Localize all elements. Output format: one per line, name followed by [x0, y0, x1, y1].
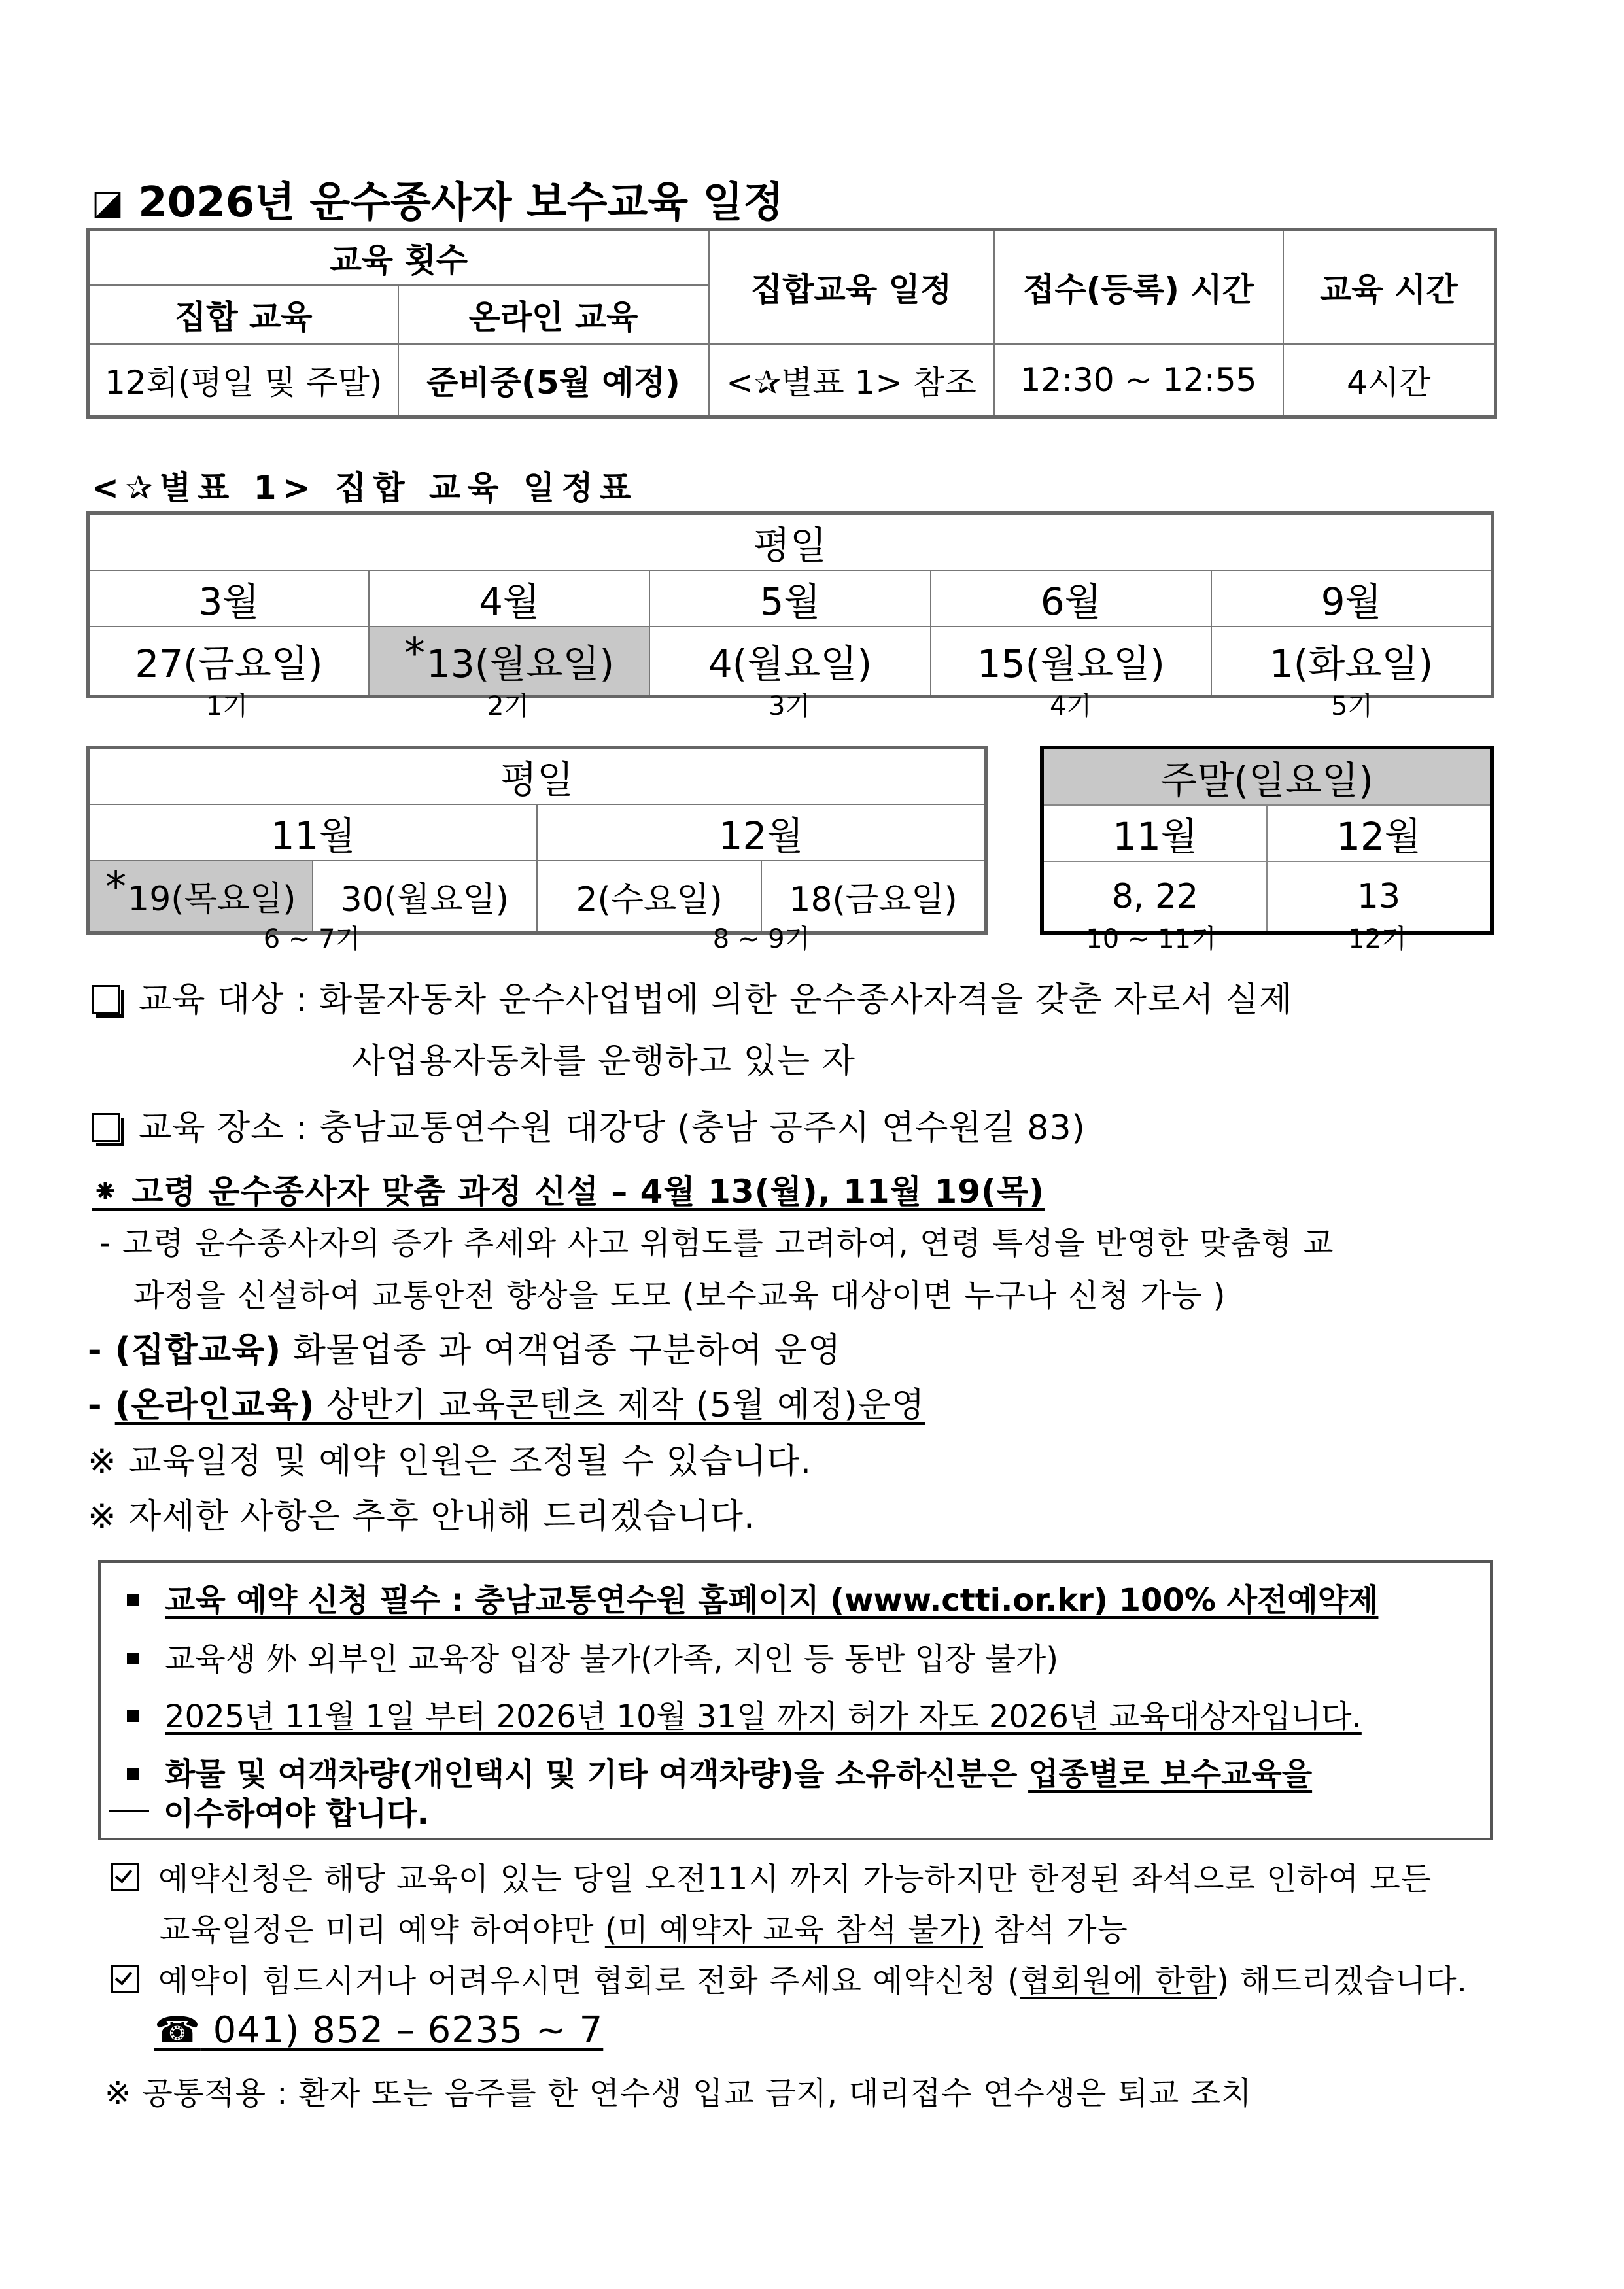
- month-cell: 11월: [1042, 805, 1267, 861]
- notice-item-4: [127, 1749, 1312, 1794]
- summary-table: [86, 228, 1497, 419]
- online-edu-label: (온라인교육): [114, 1386, 315, 1425]
- generation-label: 4기: [1049, 691, 1092, 721]
- underline-mark: [109, 1810, 149, 1812]
- online-edu-text: 상반기 교육콘텐츠 제작 (5월 예정)운영: [326, 1386, 925, 1425]
- reservation-text-a: 교육일정은 미리 예약 하여야만: [160, 1912, 605, 1948]
- bullet-square-icon: [127, 1768, 139, 1780]
- senior-course-heading: ⁕ 고령 운수종사자 맞춤 과정 신설 – 4월 13(월), 11월 19(목): [92, 1173, 1045, 1211]
- notice-text: 2025년 11월 1일 부터 2026년 10월 31일 까지 허가 자도 2026년 교육대상자입니다.: [165, 1698, 1362, 1735]
- duration-value: 4시간: [1283, 344, 1496, 417]
- appendix-title: <✰별표 1> 집합 교육 일정표: [92, 469, 638, 507]
- reservation-text-b: 협회원에 한함: [1020, 1963, 1217, 1999]
- date-cell: 4(월요일): [649, 627, 930, 696]
- page-title: [92, 169, 784, 229]
- weekday-header: 평일: [88, 513, 1493, 571]
- bullet-square-icon: [127, 1710, 139, 1722]
- group-edu-value: 12회(평일 및 주말): [88, 344, 398, 417]
- schedule-header: 집합교육 일정: [709, 230, 994, 344]
- online-edu-line: [88, 1377, 925, 1426]
- month-cell: 6월: [931, 570, 1211, 627]
- date-cell: 8, 22: [1042, 861, 1267, 933]
- weekday-schedule-table-2: [86, 746, 988, 935]
- reservation-line-1: [111, 1853, 1432, 1899]
- note-line-1: ※ 교육일정 및 예약 인원은 조정될 수 있습니다.: [88, 1442, 812, 1481]
- phone-line: [154, 2009, 603, 2052]
- month-cell: 3월: [88, 570, 369, 627]
- weekend-schedule-table: [1040, 746, 1494, 935]
- reception-value: 12:30 ~ 12:55: [994, 344, 1283, 417]
- month-cell: 12월: [537, 804, 986, 861]
- note-line-2: ※ 자세한 사항은 추후 안내해 드리겠습니다.: [88, 1497, 755, 1536]
- target-line-2: 사업용자동차를 운행하고 있는 자: [352, 1042, 855, 1081]
- group-edu-header: 집합 교육: [88, 285, 398, 344]
- generation-label: 2기: [487, 691, 530, 721]
- generation-label: 6 ~ 7기: [263, 924, 361, 954]
- online-edu-value: 준비중(5월 예정): [398, 344, 709, 417]
- duration-header: 교육 시간: [1283, 230, 1496, 344]
- target-label: 교육 대상 :: [139, 980, 320, 1020]
- date-cell: 13: [1267, 861, 1492, 933]
- generation-label: 3기: [768, 691, 811, 721]
- reception-header: 접수(등록) 시간: [994, 230, 1283, 344]
- date-text: 13(월요일): [426, 642, 615, 687]
- date-cell: 1(화요일): [1211, 627, 1492, 696]
- place-line: [92, 1100, 1086, 1149]
- notice-text-b: 업종별로 보수교육을: [1028, 1756, 1313, 1793]
- date-text: 19(목요일): [128, 880, 296, 920]
- reservation-text: 예약신청은 해당 교육이 있는 당일 오전11시 까지 가능하지만 한정된 좌석으로 인하여 모든: [158, 1861, 1432, 1897]
- reservation-line-3: [111, 1955, 1468, 2001]
- month-cell: 12월: [1267, 805, 1492, 861]
- reservation-line-2: [160, 1904, 1128, 1950]
- generation-label: 10 ~ 11기: [1086, 924, 1217, 954]
- weekend-header: 주말(일요일): [1042, 748, 1492, 805]
- group-edu-line: [88, 1322, 841, 1371]
- common-rule-line: ※ 공통적용 : 환자 또는 음주를 한 연수생 입교 금지, 대리접수 연수생은 퇴교 조치: [105, 2075, 1253, 2112]
- bullet-square-icon: [127, 1594, 139, 1606]
- asterisk-mark: *: [404, 630, 425, 679]
- group-edu-text: 화물업종 과 여객업종 구분하여 운영: [292, 1331, 842, 1370]
- checkbox-icon: [92, 1113, 120, 1142]
- edu-count-header: 교육 횟수: [88, 230, 709, 285]
- asterisk-mark: *: [105, 863, 127, 912]
- half-square-icon: ◪: [92, 183, 124, 222]
- generation-label: 8 ~ 9기: [712, 924, 810, 954]
- date-cell: 30(월요일): [313, 861, 537, 933]
- dash: -: [88, 1386, 115, 1425]
- generation-label: 12기: [1348, 924, 1407, 954]
- place-label: 교육 장소 :: [139, 1109, 320, 1148]
- notice-box: [98, 1560, 1493, 1840]
- weekday-schedule-table-1: [86, 511, 1494, 698]
- place-text: 충남교통연수원 대강당 (충남 공주시 연수원길 83): [319, 1109, 1086, 1148]
- month-cell: 4월: [369, 570, 649, 627]
- reservation-text-c: 참석 가능: [983, 1912, 1128, 1948]
- senior-desc-line-2: 과정을 신설하여 교통안전 향상을 도모 (보수교육 대상이면 누구나 신청 가능 ): [133, 1277, 1226, 1314]
- generation-label: 5기: [1330, 691, 1373, 721]
- checkmark-box-icon: [111, 1863, 139, 1891]
- bullet-square-icon: [127, 1653, 139, 1664]
- online-edu-underlined: [115, 1386, 925, 1425]
- senior-desc-line-1: - 고령 운수종사자의 증가 추세와 사고 위험도를 고려하여, 연령 특성을 반영한 맞춤형 교: [99, 1225, 1334, 1262]
- notice-item-3: [127, 1691, 1362, 1736]
- generation-label: 1기: [205, 691, 249, 721]
- schedule-value: <✰별표 1> 참조: [709, 344, 994, 417]
- notice-item-1: [127, 1575, 1378, 1620]
- notice-text: 교육생 外 외부인 교육장 입장 불가(가족, 지인 등 동반 입장 불가): [165, 1641, 1059, 1678]
- notice-item-2: [127, 1634, 1058, 1679]
- month-cell: 11월: [88, 804, 538, 861]
- reservation-text-a: 예약이 힘드시거나 어려우시면 협회로 전화 주세요 예약신청 (: [158, 1963, 1020, 1999]
- reservation-text-b: (미 예약자 교육 참석 불가): [604, 1912, 983, 1948]
- date-cell: 18(금요일): [761, 861, 986, 933]
- reservation-text-c: ) 해드리겠습니다.: [1217, 1963, 1468, 1999]
- phone-number: 041) 852 – 6235 ~ 7: [213, 2009, 604, 2052]
- date-cell: 27(금요일): [88, 627, 369, 696]
- page-title-text: 2026년 운수종사자 보수교육 일정: [138, 179, 784, 227]
- notice-text: 교육 예약 신청 필수 : 충남교통연수원 홈페이지 (www.ctti.or.kr) 100% 사전예약제: [165, 1582, 1379, 1619]
- target-line: [92, 972, 1293, 1021]
- date-cell: 15(월요일): [931, 627, 1211, 696]
- weekday-header: 평일: [88, 748, 986, 805]
- month-cell: 5월: [649, 570, 930, 627]
- phone-icon: ☎: [154, 2009, 201, 2052]
- notice-text-a: 화물 및 여객차량(개인택시 및 기타 여객차량)을 소유하신분은: [165, 1756, 1029, 1793]
- notice-item-4-cont: 이수하여야 합니다.: [164, 1795, 429, 1832]
- online-edu-header: 온라인 교육: [398, 285, 709, 344]
- checkmark-box-icon: [111, 1965, 139, 1993]
- group-edu-label: (집합교육): [114, 1331, 282, 1370]
- dash: -: [88, 1331, 115, 1370]
- target-text: 화물자동차 운수사업법에 의한 운수종사자격을 갖춘 자로서 실제: [319, 980, 1293, 1020]
- month-cell: 9월: [1211, 570, 1492, 627]
- checkbox-icon: [92, 985, 120, 1014]
- date-cell: 2(수요일): [537, 861, 761, 933]
